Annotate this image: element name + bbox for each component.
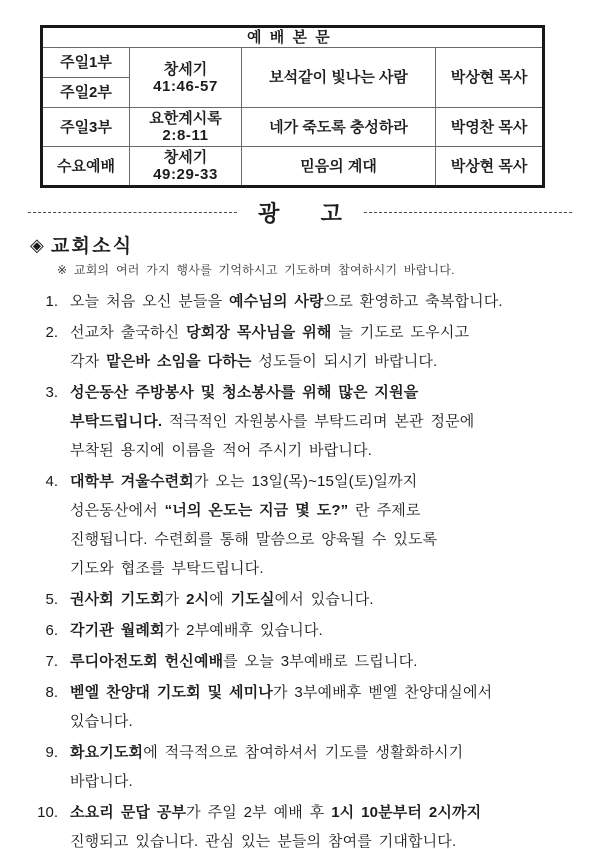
item-number: 7. — [45, 653, 58, 670]
sermon-cell: 보석같이 빛나는 사람 — [242, 48, 436, 108]
item-text — [70, 467, 578, 583]
announcement-item — [26, 738, 578, 796]
announcement-item — [26, 647, 578, 676]
scripture-cell — [130, 48, 242, 108]
item-line: 부착된 용지에 이름을 적어 주시기 바랍니다. — [70, 442, 372, 459]
item-line: 화요기도회에 적극적으로 참여하셔서 기도를 생활화하시기 — [70, 744, 464, 761]
diamond-icon: ◈ — [30, 234, 44, 255]
item-line: 각기관 월례회가 2부예배후 있습니다. — [70, 622, 323, 639]
item-number: 1. — [45, 293, 58, 310]
item-line: 선교차 출국하신 당회장 목사님을 위해 늘 기도로 도우시고 — [70, 324, 470, 341]
item-text — [70, 378, 578, 465]
item-line: 소요리 문답 공부가 주일 2부 예배 후 1시 10분부터 2시까지 — [70, 804, 482, 821]
scripture-book: 창세기 — [163, 60, 208, 78]
item-line: 성은동산 주방봉사 및 청소봉사를 위해 많은 지원을 — [70, 384, 419, 401]
item-text — [70, 738, 578, 796]
item-text — [70, 798, 578, 849]
scripture-cell — [130, 147, 242, 187]
item-number: 8. — [45, 684, 58, 701]
item-number: 2. — [45, 324, 58, 341]
church-news-heading — [30, 231, 600, 258]
announcement-item — [26, 798, 578, 849]
preacher-cell: 박상현 목사 — [436, 147, 544, 187]
item-text — [70, 678, 578, 736]
announcement-item — [26, 318, 578, 376]
announcement-item — [26, 287, 578, 316]
item-text — [70, 585, 578, 614]
item-number: 10. — [37, 804, 58, 821]
item-number: 9. — [45, 744, 58, 761]
item-number: 4. — [45, 473, 58, 490]
sermon-cell: 네가 죽도록 충성하라 — [242, 108, 436, 147]
announcement-item — [26, 467, 578, 583]
preacher-cell: 박상현 목사 — [436, 48, 544, 108]
scripture-book: 창세기 — [163, 149, 208, 166]
item-line: 진행됩니다. 수련회를 통해 말씀으로 양육될 수 있도록 — [70, 531, 438, 548]
scripture-verse: 49:29-33 — [153, 166, 218, 183]
item-line: 오늘 처음 오신 분들을 예수님의 사랑으로 환영하고 축복합니다. — [70, 293, 503, 310]
announcements-section-divider — [28, 199, 572, 225]
announcement-list — [26, 287, 578, 849]
item-text — [70, 647, 578, 676]
item-line: 권사회 기도회가 2시에 기도실에서 있습니다. — [70, 591, 374, 608]
item-line: 진행되고 있습니다. 관심 있는 분들의 참여를 기대합니다. — [70, 833, 457, 849]
item-text — [70, 318, 578, 376]
item-line: 성은동산에서 “너의 온도는 지금 몇 도?” 란 주제로 — [70, 502, 421, 519]
item-line: 기도와 협조를 부탁드립니다. — [70, 560, 264, 577]
preacher-cell: 박영찬 목사 — [436, 108, 544, 147]
announcements-section-title: 광 고 — [258, 200, 360, 226]
announcement-item — [26, 585, 578, 614]
church-news-note: ※ 교회의 여러 가지 행사를 기억하시고 기도하며 참여하시기 바랍니다. — [57, 263, 455, 277]
item-number: 6. — [45, 622, 58, 639]
scripture-verse: 41:46-57 — [153, 77, 218, 95]
scripture-cell — [130, 108, 242, 147]
sermon-cell: 믿음의 계대 — [242, 147, 436, 187]
item-line: 각자 맡은바 소임을 다하는 성도들이 되시기 바랍니다. — [70, 353, 438, 370]
dashed-rule-right — [364, 212, 573, 213]
scripture-verse: 2:8-11 — [162, 127, 209, 144]
item-line: 루디아전도회 헌신예배를 오늘 3부예배로 드립니다. — [70, 653, 418, 670]
service-cell-wednesday: 수요예배 — [42, 147, 130, 187]
item-line: 벧엘 찬양대 기도회 및 세미나가 3부예배후 벧엘 찬양대실에서 — [70, 684, 493, 701]
dashed-rule-left — [28, 212, 237, 213]
item-line: 있습니다. — [70, 713, 133, 730]
item-number: 3. — [45, 384, 58, 401]
item-line: 부탁드립니다. 적극적인 자원봉사를 부탁드리며 본관 정문에 — [70, 413, 475, 430]
service-cell-sunday3: 주일3부 — [42, 108, 130, 147]
announcement-item — [26, 678, 578, 736]
church-news-title: 교회소식 — [50, 236, 134, 257]
item-number: 5. — [45, 591, 58, 608]
announcement-item — [26, 616, 578, 645]
item-text — [70, 616, 578, 645]
worship-table — [40, 25, 545, 188]
item-line: 바랍니다. — [70, 773, 133, 790]
worship-table-title: 예배본문 — [42, 27, 544, 48]
service-cell-sunday2: 주일2부 — [42, 78, 130, 108]
item-line: 대학부 겨울수련회가 오는 13일(목)~15일(토)일까지 — [70, 473, 418, 490]
scripture-book: 요한계시록 — [149, 110, 222, 127]
item-text — [70, 287, 578, 316]
service-cell-sunday1: 주일1부 — [42, 48, 130, 78]
announcement-item — [26, 378, 578, 465]
